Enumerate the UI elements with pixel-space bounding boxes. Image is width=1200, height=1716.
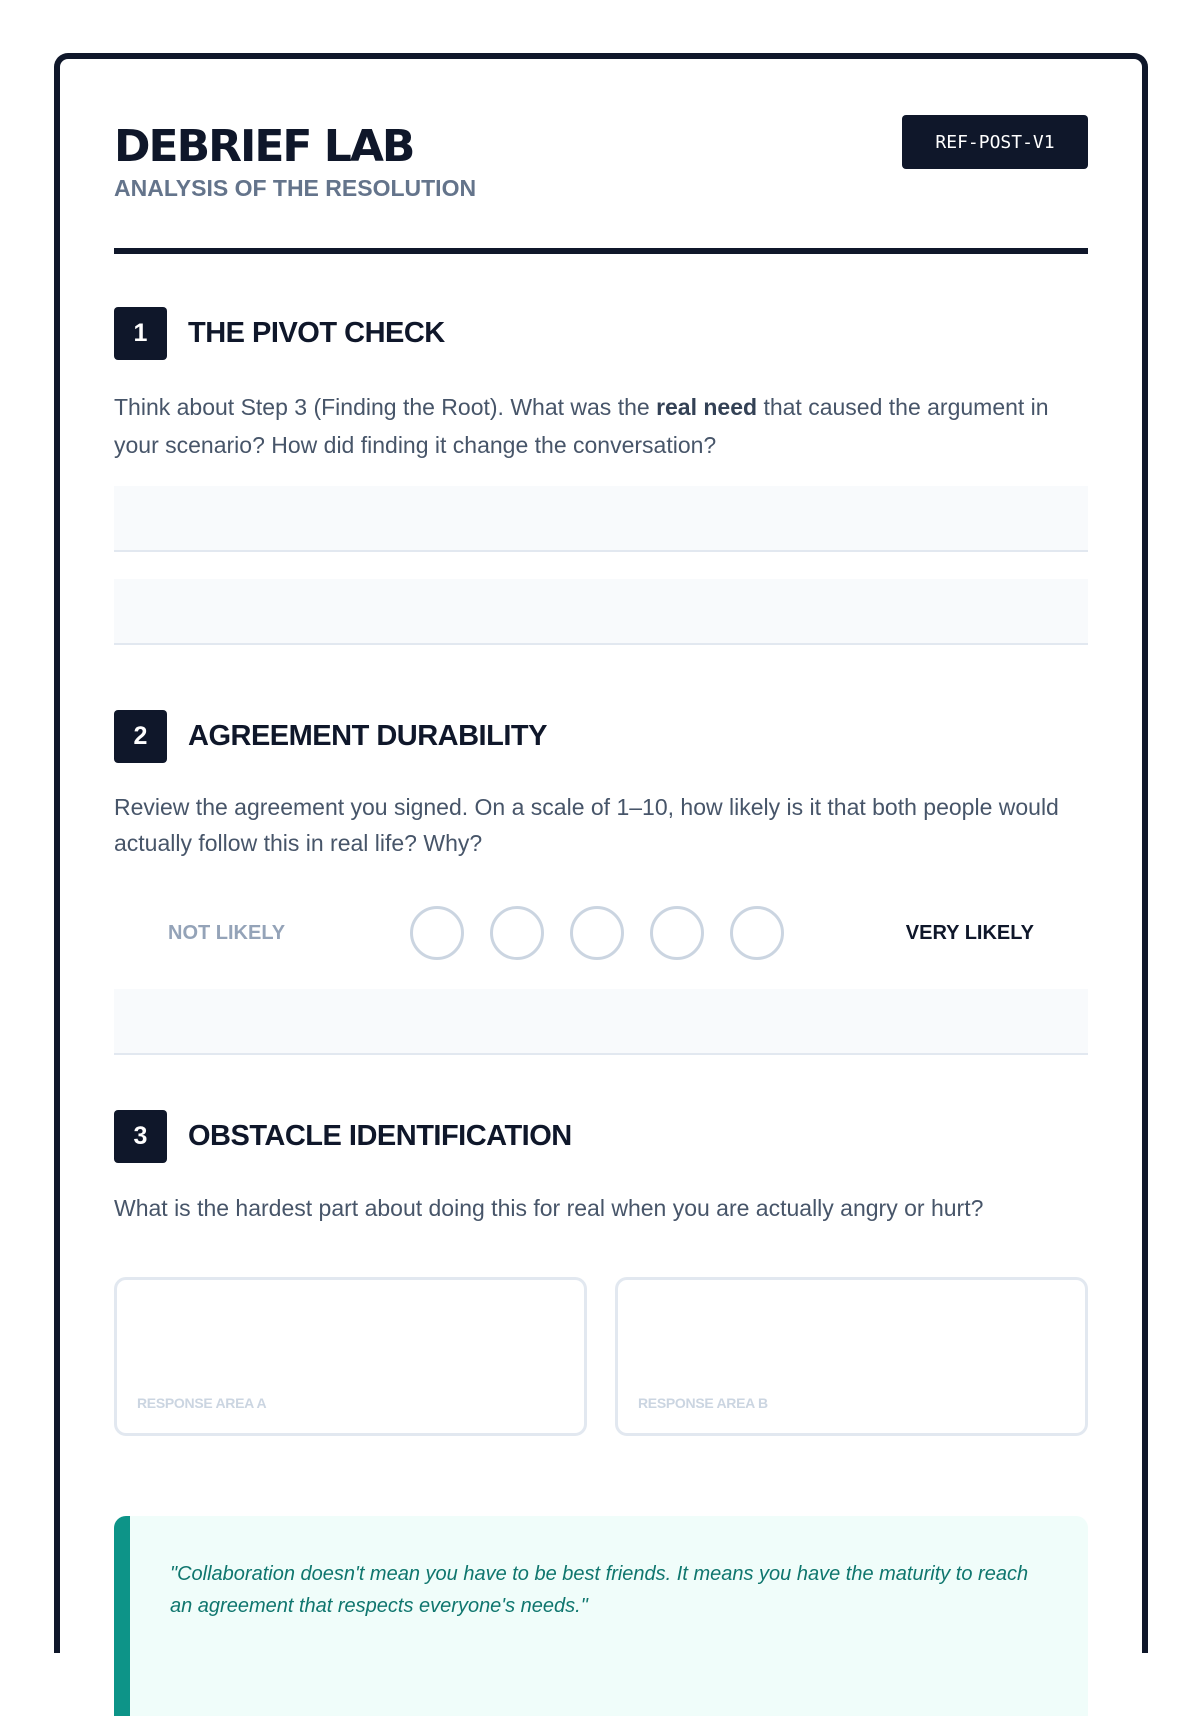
header-divider <box>114 248 1088 254</box>
brand-header <box>114 121 476 202</box>
prompt-emphasis: real need <box>656 394 758 420</box>
scale-option-5[interactable] <box>730 906 784 960</box>
section-number-badge: 3 <box>114 1110 167 1163</box>
reference-code-badge: REF-POST-V1 <box>902 115 1088 169</box>
closing-quote <box>114 1516 1088 1716</box>
scale-option-3[interactable] <box>570 906 624 960</box>
section-prompt: What is the hardest part about doing this for real when you are actually angry or hurt? <box>114 1195 984 1221</box>
section-prompt: Review the agreement you signed. On a scale of 1–10, how likely is it that both people would actually follow this in real life? Why? <box>114 794 1059 856</box>
worksheet-card <box>54 53 1148 1653</box>
prompt-text-end: that caused the argument in your scenario? How did finding it change the conversation? <box>114 394 1049 458</box>
section-title: THE PIVOT CHECK <box>188 317 445 349</box>
response-areas <box>114 1277 1088 1436</box>
section-title: OBSTACLE IDENTIFICATION <box>188 1120 572 1152</box>
section-agreement-durability <box>114 710 1088 861</box>
scale-option-4[interactable] <box>650 906 704 960</box>
page-title: DEBRIEF LAB <box>114 121 414 172</box>
response-area-b[interactable] <box>615 1277 1088 1436</box>
scale-high-label: VERY LIKELY <box>905 921 1034 944</box>
section-header <box>114 710 1088 763</box>
answer-line-field[interactable] <box>114 579 1088 645</box>
section-header <box>114 307 1088 360</box>
section-number-badge: 1 <box>114 307 167 360</box>
section-number-badge: 2 <box>114 710 167 763</box>
answer-line-field[interactable] <box>114 989 1088 1055</box>
scale-options <box>410 906 810 960</box>
response-area-a[interactable] <box>114 1277 587 1436</box>
page-subtitle: ANALYSIS OF THE RESOLUTION <box>114 175 477 201</box>
scale-option-1[interactable] <box>410 906 464 960</box>
response-area-label: RESPONSE AREA A <box>137 1395 267 1411</box>
scale-option-2[interactable] <box>490 906 544 960</box>
section-prompt <box>114 388 1088 464</box>
likelihood-scale <box>114 905 1088 961</box>
answer-line-field[interactable] <box>114 486 1088 552</box>
section-title: AGREEMENT DURABILITY <box>188 720 547 752</box>
section-obstacle-identification <box>114 1110 1088 1227</box>
prompt-text-start: Think about Step 3 (Finding the Root). What was the <box>114 394 657 420</box>
section-header <box>114 1110 1088 1163</box>
response-area-label: RESPONSE AREA B <box>638 1395 768 1411</box>
scale-low-label: NOT LIKELY <box>168 921 286 944</box>
quote-text: "Collaboration doesn't mean you have to be best friends. It means you have the maturity to reach an agreement that respects everyone's needs." <box>170 1563 1029 1617</box>
section-pivot-check <box>114 307 1088 464</box>
